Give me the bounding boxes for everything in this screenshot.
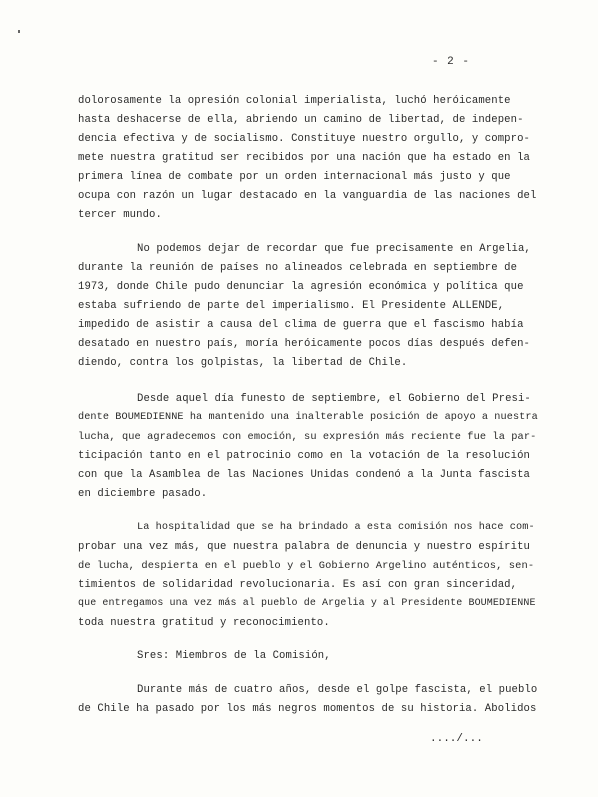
continuation-mark: ..../... bbox=[430, 733, 483, 745]
text-line: ocupa con razón un lugar destacado en la vanguardia de las naciones del bbox=[78, 190, 537, 202]
text-line: mete nuestra gratitud ser recibidos por una nación que ha estado en la bbox=[78, 152, 531, 164]
text-line: ticipación tanto en el patrocinio como en la votación de la resolución bbox=[78, 450, 531, 462]
text-line: probar una vez más, que nuestra palabra de denuncia y nuestro espíritu bbox=[78, 541, 531, 553]
text-line: dencia efectiva y de socialismo. Constituye nuestro orgullo, y compro- bbox=[78, 133, 531, 145]
text-line: lucha, que agradecemos con emoción, su expresión más reciente fue la par- bbox=[78, 431, 537, 443]
text-line: Durante más de cuatro años, desde el golpe fascista, el pueblo bbox=[137, 684, 538, 696]
text-line: diendo, contra los golpistas, la libertad de Chile. bbox=[78, 357, 408, 369]
text-line: impedido de asistir a causa del clima de guerra que el fascismo había bbox=[78, 319, 524, 331]
salutation: Sres: Miembros de la Comisión, bbox=[137, 650, 331, 662]
text-line: de Chile ha pasado por los más negros momentos de su historia. Abolidos bbox=[78, 703, 537, 715]
text-line: estaba sufriendo de parte del imperialismo. El Presidente ALLENDE, bbox=[78, 300, 505, 312]
text-line: La hospitalidad que se ha brindado a esta comisión nos hace com- bbox=[137, 522, 535, 533]
text-line: hasta deshacerse de ella, abriendo un camino de libertad, de indepen- bbox=[78, 114, 524, 126]
text-line: timientos de solidaridad revolucionaria. Es así con gran sinceridad, bbox=[78, 579, 518, 591]
text-line: dolorosamente la opresión colonial imperialista, luchó heróicamente bbox=[78, 95, 511, 107]
text-line: en diciembre pasado. bbox=[78, 488, 208, 500]
text-line: desatado en nuestro país, moría heróicamente pocos días después defen- bbox=[78, 338, 531, 350]
text-line: tercer mundo. bbox=[78, 209, 162, 221]
text-line: que entregamos una vez más al pueblo de Argelia y al Presidente BOUMEDIENNE bbox=[78, 598, 536, 609]
text-line: toda nuestra gratitud y reconocimiento. bbox=[78, 617, 330, 629]
text-line: con que la Asamblea de las Naciones Unidas condenó a la Junta fascista bbox=[78, 469, 531, 481]
text-line: primera línea de combate por un orden internacional más justo y que bbox=[78, 171, 511, 183]
text-line: dente BOUMEDIENNE ha mantenido una inalterable posición de apoyo a nuestra bbox=[78, 412, 538, 423]
scan-mark bbox=[18, 30, 20, 33]
text-line: No podemos dejar de recordar que fue precisamente en Argelia, bbox=[137, 243, 531, 255]
page-number: - 2 - bbox=[431, 56, 470, 68]
text-line: 1973, donde Chile pudo denunciar la agresión económica y política que bbox=[78, 281, 524, 293]
text-line: durante la reunión de países no alineados celebrada en septiembre de bbox=[78, 262, 518, 274]
text-line: de lucha, despierta en el pueblo y el Gobierno Argelino auténticos, sen- bbox=[78, 560, 535, 572]
text-line: Desde aquel día funesto de septiembre, el Gobierno del Presi- bbox=[137, 393, 531, 405]
